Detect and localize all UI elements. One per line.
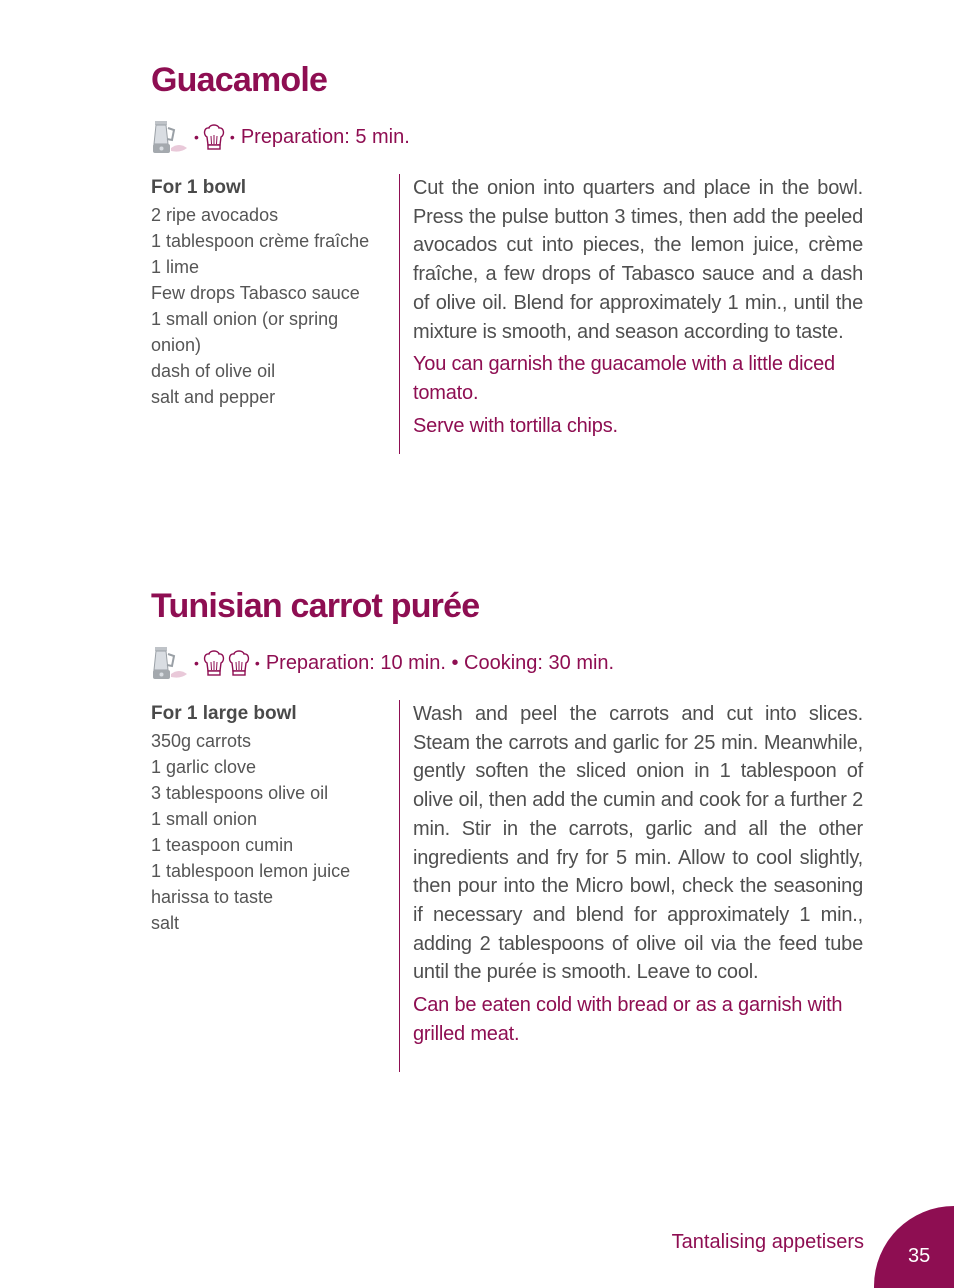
serves-heading: For 1 large bowl <box>151 703 297 724</box>
ingredient-item: 1 tablespoon crème fraîche <box>151 231 370 251</box>
serves-heading: For 1 bowl <box>151 177 246 198</box>
method-block <box>413 174 863 440</box>
ingredient-item: 1 tablespoon lemon juice <box>151 861 351 881</box>
chef-hat-icon <box>228 649 250 677</box>
ingredient-item: 350g carrots <box>151 731 252 751</box>
separator-dot: • <box>254 655 260 671</box>
recipe-meta <box>151 644 863 682</box>
ingredients-list <box>151 202 389 410</box>
serving-tip: Can be eaten cold with bread or as a garnish with grilled meat. <box>413 994 843 1045</box>
method-block <box>413 700 863 1048</box>
ingredient-item: 1 small onion (or spring onion) <box>151 309 339 355</box>
ingredient-item: 1 teaspoon cumin <box>151 835 294 855</box>
recipe-title: Guacamole <box>151 61 328 99</box>
ingredients-list <box>151 728 389 936</box>
section-name: Tantalising appetisers <box>671 1231 864 1253</box>
chef-hat-icon <box>203 123 225 151</box>
column-divider <box>399 174 400 454</box>
separator-dot: • <box>194 655 199 671</box>
recipe-guacamole <box>151 58 863 437</box>
ingredient-item: salt and pepper <box>151 387 276 407</box>
separator-dot: • <box>229 129 235 145</box>
ingredient-item: 1 small onion <box>151 809 258 829</box>
ingredient-item: 2 ripe avocados <box>151 205 279 225</box>
method-text: Cut the onion into quarters and place in the bowl. Press the pulse button 3 times, then add the peeled avocados cut into pieces, the lemon juice, crème fraîche, a few drops of Tabasco sauce and a dash of olive oil. Blend for approximately 1 min., until the mixture is smooth, and season according to taste. <box>413 177 863 343</box>
ingredient-item: 3 tablespoons olive oil <box>151 783 329 803</box>
column-divider <box>399 700 400 1072</box>
recipe-meta <box>151 118 863 156</box>
blender-icon <box>151 644 189 682</box>
serving-tip: Serve with tortilla chips. <box>413 414 618 437</box>
timing-text: Preparation: 10 min. • Cooking: 30 min. <box>265 651 615 674</box>
chef-hat-icon <box>203 649 225 677</box>
page-number: 35 <box>908 1245 931 1267</box>
ingredient-item: 1 garlic clove <box>151 757 257 777</box>
serving-tip: You can garnish the guacamole with a little diced tomato. <box>413 353 835 404</box>
ingredient-item: harissa to taste <box>151 887 274 907</box>
timing-text: Preparation: 5 min. <box>240 125 410 148</box>
ingredient-item: 1 lime <box>151 257 200 277</box>
ingredient-item: salt <box>151 913 180 933</box>
blender-icon <box>151 118 189 156</box>
ingredients-block <box>151 174 389 410</box>
ingredients-block <box>151 700 389 936</box>
recipe-carrot-puree <box>151 584 863 1045</box>
separator-dot: • <box>194 129 199 145</box>
ingredient-item: dash of olive oil <box>151 361 276 381</box>
method-text: Wash and peel the carrots and cut into slices. Steam the carrots and garlic for 25 min. Meanwhile, gently soften the sliced onion in 1 tablespoon of olive oil, then add the cumin and cook for a further 2 min. Stir in the carrots, garlic and all the other ingredients and fry for 5 min. Allow to cool slightly, then pour into the Micro bowl, check the seasoning if necessary and blend for approximately 1 min., adding 2 tablespoons of olive oil via the feed tube until the purée is smooth. Leave to cool. <box>413 703 863 984</box>
recipe-title: Tunisian carrot purée <box>151 587 480 625</box>
ingredient-item: Few drops Tabasco sauce <box>151 283 360 303</box>
